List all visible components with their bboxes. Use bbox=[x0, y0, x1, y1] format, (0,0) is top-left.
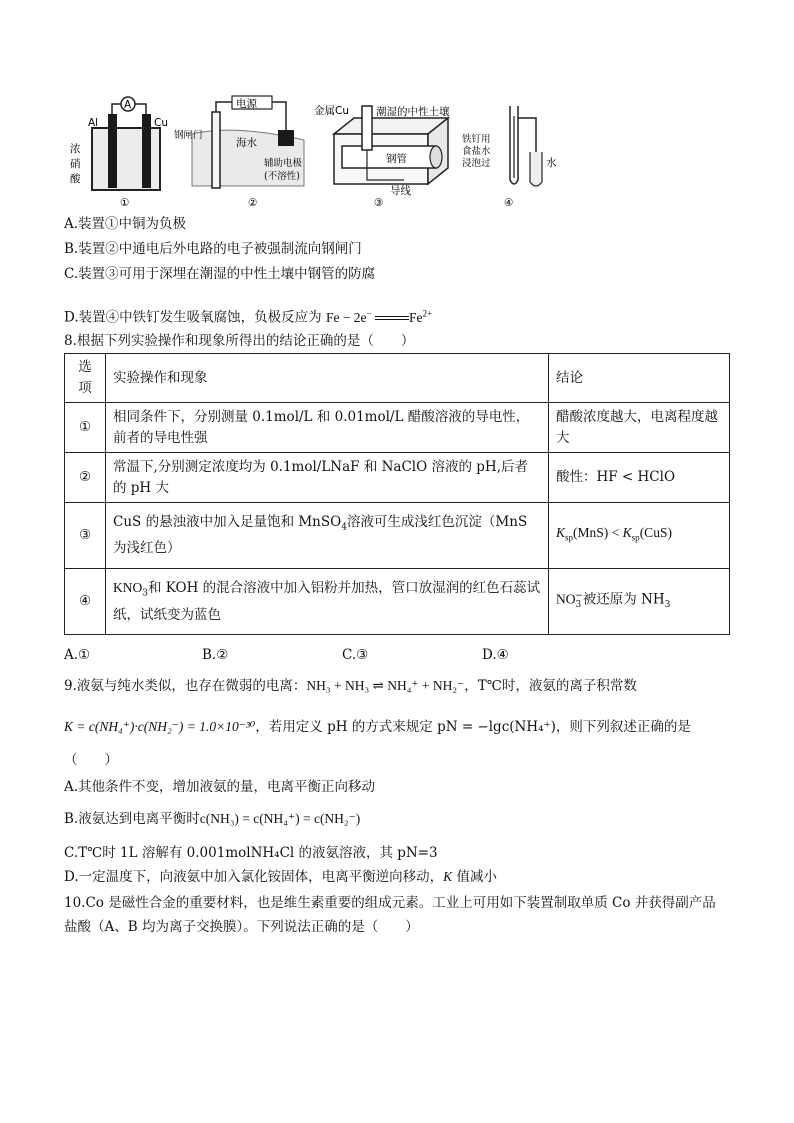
row-conclusion: $K_{sp}(MnS) < K_{sp}(CuS)$ bbox=[549, 503, 730, 569]
caption-2: ② bbox=[248, 197, 258, 209]
device-2 bbox=[174, 96, 304, 209]
row-operation: 常温下,分别测定浓度均为 0.1mol/LNaF 和 NaClO 溶液的 pH,后者的 pH 大 bbox=[106, 453, 549, 503]
q10-stem-line-1: 10.Co 是磁性合金的重要材料，也是维生素重要的组成元素。工业上可用如下装置制取单质 Co 并获得副产品 bbox=[64, 895, 716, 911]
header-operation: 实验操作和现象 bbox=[106, 354, 549, 403]
nail-label-3: 浸泡过 bbox=[462, 158, 491, 169]
q7-option-c: C.装置③可用于深埋在潮湿的中性土壤中钢管的防腐 bbox=[64, 266, 376, 282]
cu-label: Cu bbox=[154, 117, 168, 129]
table-row bbox=[65, 453, 730, 503]
pipe-label: 钢管 bbox=[386, 153, 407, 165]
caption-4: ④ bbox=[504, 197, 514, 209]
acid-label-3: 酸 bbox=[70, 173, 81, 185]
device-4 bbox=[462, 106, 557, 209]
table-row bbox=[65, 503, 730, 569]
row-option: ④ bbox=[65, 569, 106, 635]
row-conclusion: 酸性：HF < HClO bbox=[549, 453, 730, 503]
acid-label-2: 硝 bbox=[70, 158, 81, 170]
q9-ionization-equation: NH₃ + NH₃ ⇌ NH₄⁺ + NH₂⁻ bbox=[306, 678, 465, 693]
row-option: ② bbox=[65, 453, 106, 503]
q7-option-d-text: D.装置④中铁钉发生吸氧腐蚀，负极反应为 bbox=[64, 309, 322, 326]
row-operation: 相同条件下，分别测量 0.1mol/L 和 0.01mol/L 醋酸溶液的导电性，前者的导电性强 bbox=[106, 403, 549, 453]
q9-option-a: A.其他条件不变，增加液氨的量，电离平衡正向移动 bbox=[64, 779, 376, 795]
q9-option-b: B.液氨达到电离平衡时c(NH₃) = c(NH₄⁺) = c(NH₂⁻) bbox=[64, 811, 361, 827]
nail-label-1: 铁钉用 bbox=[462, 134, 491, 145]
header-option: 选 项 bbox=[65, 354, 106, 403]
row-operation: $KNO_3$和 KOH 的混合溶液中加入铝粉并加热，管口放湿润的红色石蕊试纸，试纸变为蓝色 bbox=[106, 569, 549, 635]
table-row bbox=[65, 403, 730, 453]
q7-option-a: A.装置①中铜为负极 bbox=[64, 216, 187, 232]
water-label: 水 bbox=[546, 157, 557, 169]
soil-label: 潮湿的中性土壤 bbox=[376, 106, 450, 118]
q9-k-expression: K = c(NH₄⁺)·c(NH₂⁻) = 1.0×10⁻³⁰ bbox=[64, 719, 256, 734]
aux-electrode-label: 辅助电极 bbox=[264, 158, 303, 169]
q8-choice-a: A.① bbox=[64, 647, 91, 663]
table-row bbox=[65, 569, 730, 635]
q8-table bbox=[64, 353, 730, 635]
wire-label: 导线 bbox=[390, 185, 411, 197]
q10-stem-line-2: 盐酸（A、B 均为离子交换膜）。下列说法正确的是（ ） bbox=[64, 919, 419, 935]
device-3 bbox=[314, 104, 450, 209]
row-conclusion: 醋酸浓度越大，电离程度越大 bbox=[549, 403, 730, 453]
row-operation: CuS 的悬浊液中加入足量饱和 MnSO$_4$溶液可生成浅红色沉淀（MnS 为浅红色） bbox=[106, 503, 549, 569]
device-1 bbox=[70, 97, 168, 209]
caption-1: ① bbox=[120, 197, 130, 209]
apparatus-figure bbox=[64, 82, 584, 212]
q9-option-c: C.T℃时 1L 溶解有 0.001molNH₄Cl 的液氨溶液，其 pN=3 bbox=[64, 845, 438, 861]
row-option: ③ bbox=[65, 503, 106, 569]
q8-choice-b: B.② bbox=[202, 647, 229, 663]
metal-cu-label: 金属Cu bbox=[314, 105, 349, 117]
q9-paren: （ ） bbox=[64, 752, 118, 768]
q7-option-b: B.装置②中通电后外电路的电子被强制流向钢闸门 bbox=[64, 241, 362, 257]
ammeter-label: A bbox=[124, 99, 132, 111]
q9-k-line: K = c(NH₄⁺)·c(NH₂⁻) = 1.0×10⁻³⁰，若用定义 pH 的方式来规定 pN = −lgc(NH₄⁺)，则下列叙述正确的是 bbox=[64, 719, 691, 735]
q9-option-b-equation: c(NH₃) = c(NH₄⁺) = c(NH₂⁻) bbox=[199, 811, 361, 826]
q8-choice-c: C.③ bbox=[342, 647, 369, 663]
caption-3: ③ bbox=[374, 197, 384, 209]
header-conclusion: 结论 bbox=[549, 354, 730, 403]
q9-stem: 9.液氨与纯水类似，也存在微弱的电离：NH₃ + NH₃ ⇌ NH₄⁺ + NH₂⁻，T℃时，液氨的离子积常数 bbox=[64, 678, 637, 694]
table-header-row bbox=[65, 354, 730, 403]
power-label: 电源 bbox=[236, 98, 257, 110]
q8-choice-d: D.④ bbox=[482, 647, 509, 663]
aux-note-label: (不溶性) bbox=[264, 171, 300, 182]
q7-option-d bbox=[64, 303, 432, 328]
acid-label-1: 浓 bbox=[70, 143, 81, 155]
gate-label: 钢闸门 bbox=[174, 130, 203, 141]
q9-option-d: D.一定温度下，向液氨中加入氯化铵固体，电离平衡逆向移动，K 值减小 bbox=[64, 869, 497, 885]
nail-label-2: 食盐水 bbox=[462, 146, 491, 157]
row-conclusion: $NO_3^-$被还原为 $NH_3$ bbox=[549, 569, 730, 635]
al-label: Al bbox=[88, 117, 99, 129]
q7-option-d-equation: Fe − 2e− $Fe^{2+}$ bbox=[325, 308, 433, 325]
seawater-label: 海水 bbox=[236, 137, 257, 149]
q8-stem: 8.根据下列实验操作和现象所得出的结论正确的是（ ） bbox=[64, 333, 415, 349]
row-option: ① bbox=[65, 403, 106, 453]
